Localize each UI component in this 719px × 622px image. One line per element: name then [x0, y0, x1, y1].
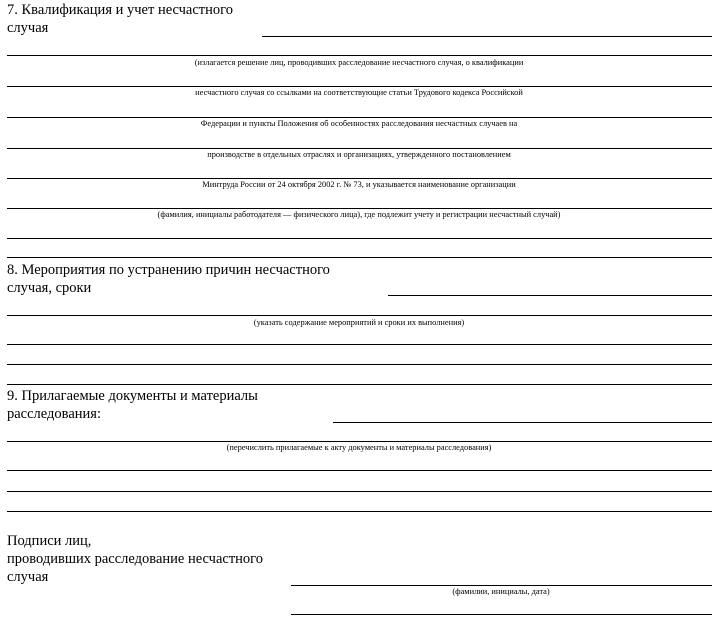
signatures-heading-line-3: случая [7, 569, 49, 585]
section-7-field-line-8[interactable] [7, 257, 712, 258]
section-9-caption: (перечислить прилагаемые к акту документы и материалы расследования) [226, 443, 492, 452]
section-9-heading-line-1: 9. Прилагаемые документы и материалы [7, 388, 258, 404]
section-9-field-line-1[interactable] [7, 441, 712, 442]
section-7-inline-field-line[interactable] [262, 36, 712, 37]
signatures-heading-line-1: Подписи лиц, [7, 533, 92, 549]
section-8-field-line-4[interactable] [7, 384, 712, 385]
section-7-field-line-4[interactable] [7, 148, 712, 149]
section-8-field-line-1[interactable] [7, 315, 712, 316]
section-7-heading-line-1: 7. Квалификация и учет несчастного [7, 2, 233, 18]
section-9-field-line-3[interactable] [7, 491, 712, 492]
section-8-field-line-2[interactable] [7, 344, 712, 345]
section-9-heading-line-2: расследования: [7, 406, 101, 422]
section-9-field-line-2[interactable] [7, 470, 712, 471]
section-7-field-line-5[interactable] [7, 178, 712, 179]
section-7-caption-5: Минтруда России от 24 октября 2002 г. № 73, и указывается наименование организации [202, 180, 516, 189]
section-9-field-line-4[interactable] [7, 511, 712, 512]
section-7-caption-3: Федерации и пункты Положения об особенностях расследования несчастных случаев на [200, 119, 518, 128]
section-7-field-line-2[interactable] [7, 86, 712, 87]
section-7-field-line-7[interactable] [7, 238, 712, 239]
section-7-caption-4: производстве в отдельных отраслях и организациях, утвержденного постановлением [207, 150, 511, 159]
section-8-caption: (указать содержание мероприятий и сроки их выполнения) [253, 318, 465, 327]
section-7-field-line-3[interactable] [7, 117, 712, 118]
section-7-field-line-1[interactable] [7, 55, 712, 56]
signature-field-line-2[interactable] [291, 614, 712, 615]
signature-field-line-1[interactable] [291, 585, 712, 586]
section-7-caption-6: (фамилия, инициалы работодателя — физического лица), где подлежит учету и регистрации несчастный случай) [157, 210, 561, 219]
section-8-inline-field-line[interactable] [388, 295, 712, 296]
section-8-field-line-3[interactable] [7, 364, 712, 365]
section-7-caption-2: несчастного случая со ссылками на соответствующие статьи Трудового кодекса Российской [195, 88, 523, 97]
section-7-field-line-6[interactable] [7, 208, 712, 209]
section-7-heading-line-2: случая [7, 20, 49, 36]
section-9-inline-field-line[interactable] [333, 422, 712, 423]
signatures-heading-line-2: проводивших расследование несчастного [7, 551, 264, 567]
section-8-heading-line-2: случая, сроки [7, 280, 92, 296]
section-8-heading-line-1: 8. Мероприятия по устранению причин несчастного [7, 262, 330, 278]
section-7-caption-1: (излагается решение лиц, проводивших расследование несчастного случая, о квалификации [194, 58, 524, 67]
signatures-caption: (фамилии, инициалы, дата) [452, 587, 550, 596]
